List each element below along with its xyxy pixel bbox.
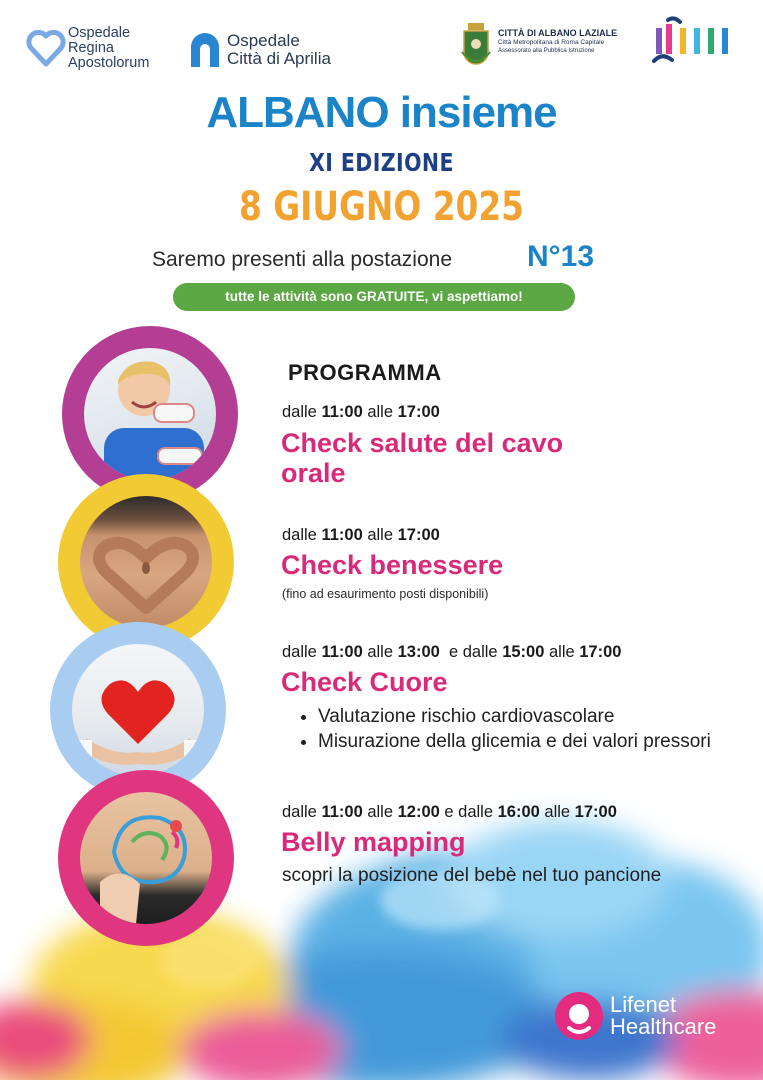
school-logo-icon [652,16,732,66]
dental-time: dalle 11:00 alle 17:00 [282,403,440,421]
photo-dental-child [84,348,216,480]
wellness-note: (fino ad esaurimento posti disponibili) [282,587,489,601]
event-date: 8 GIUGNO 2025 [239,184,524,230]
hospital-aprilia-name: Ospedale Città di Aprilia [227,31,331,68]
hospital-regina-name: Ospedale Regina Apostolorum [68,25,150,72]
program-title: PROGRAMMA [288,360,442,385]
heart-bullet-list [282,704,758,754]
wellness-time: dalle 11:00 alle 17:00 [282,526,440,544]
belly-heading: Belly mapping [281,827,466,857]
photo-heart-in-hands [72,644,204,776]
bullet-cardiovascular: • Valutazione rischio cardiovascolare [318,704,758,729]
bullet-glycemia: • Misurazione della glicemia e dei valori pressori [318,729,758,754]
hospital-regina-logo-icon [26,28,66,68]
lifenet-brand-name: Lifenet Healthcare [610,992,717,1039]
dental-heading: Check salute del cavo orale [281,428,564,489]
belly-description: scopri la posizione del bebè nel tuo pancione [282,865,662,886]
free-activities-banner: tutte le attività sono GRATUITE, vi aspettiamo! [173,283,575,311]
belly-time: dalle 11:00 alle 12:00 e dalle 16:00 alle 17:00 [282,803,617,821]
lifenet-logo-icon [553,990,605,1042]
wellness-heading: Check benessere [281,550,504,580]
event-edition: XI EDIZIONE [309,148,454,177]
station-number: N°13 [527,240,595,273]
hospital-aprilia-logo-icon [188,30,222,68]
albano-municipality-text: CITTÀ DI ALBANO LAZIALE Città Metropolitana di Roma Capitale Assessorato alla Pubblica Istruzione [498,28,618,55]
heart-heading: Check Cuore [281,667,448,697]
albano-crest-icon [460,22,492,68]
photo-belly-painting [80,792,212,924]
photo-heart-hands-belly [80,496,212,628]
station-text: Saremo presenti alla postazione [152,248,453,271]
event-title: ALBANO insieme [206,88,557,137]
heart-time: dalle 11:00 alle 13:00 e dalle 15:00 alle 17:00 [282,643,622,661]
